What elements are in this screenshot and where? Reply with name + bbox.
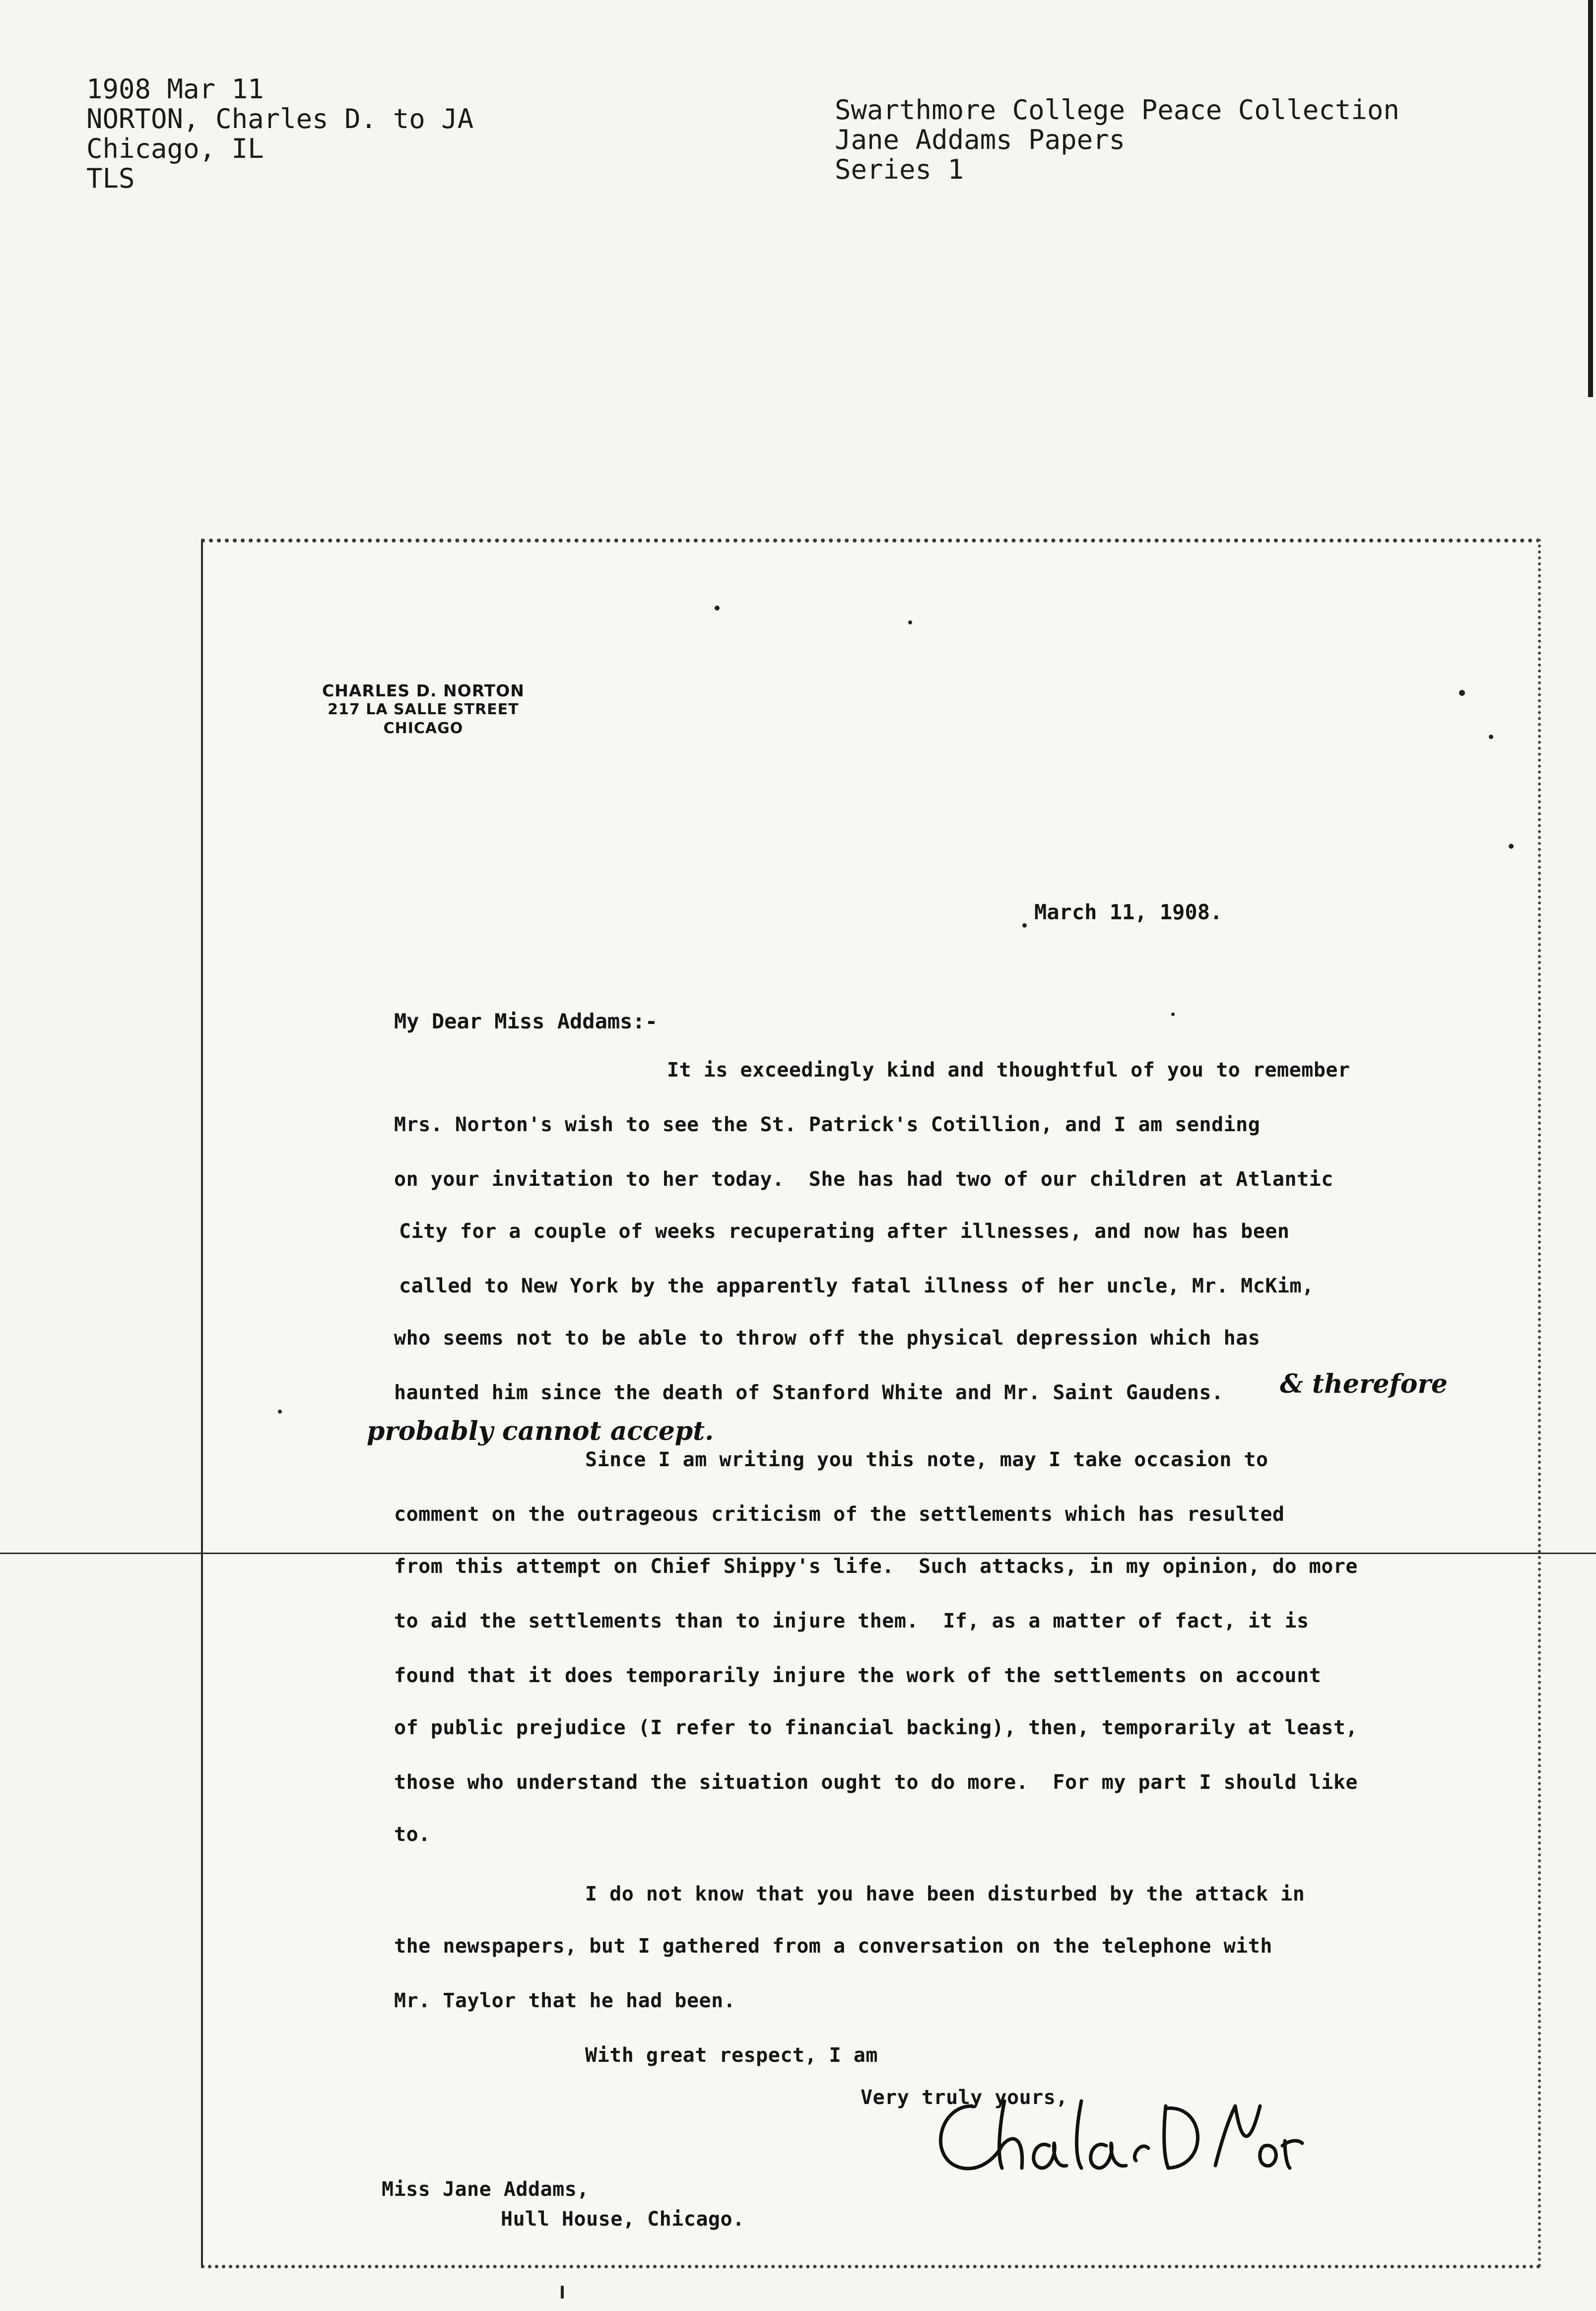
body-line: haunted him since the death of Stanford White and Mr. Saint Gaudens. — [394, 1381, 1224, 1404]
archive-date: 1908 Mar 11 — [86, 73, 264, 105]
signature — [918, 2086, 1305, 2185]
archive-papers: Jane Addams Papers — [835, 124, 1126, 155]
body-line: on your invitation to her today. She has had two of our children at Atlantic — [394, 1168, 1333, 1191]
body-line: It is exceedingly kind and thoughtful of you to remember — [667, 1059, 1350, 1082]
archive-header-left — [86, 74, 473, 194]
body-line: Mr. Taylor that he had been. — [394, 1989, 736, 2012]
fold-line — [0, 1553, 1596, 1554]
letter-date: March 11, 1908. — [1034, 900, 1223, 924]
recipient-address: Hull House, Chicago. — [501, 2208, 745, 2231]
letterhead-name: CHARLES D. NORTON — [322, 681, 525, 700]
letterhead-street: 217 LA SALLE STREET — [328, 701, 519, 718]
scan-speck — [278, 1410, 282, 1414]
body-line: With great respect, I am — [585, 2044, 878, 2067]
body-line: who seems not to be able to throw off the physical depression which has — [394, 1327, 1261, 1350]
archive-correspondents: NORTON, Charles D. to JA — [86, 103, 474, 135]
body-line: of public prejudice (I refer to financial backing), then, temporarily at least, — [394, 1716, 1358, 1739]
body-line: City for a couple of weeks recuperating after illnesses, and now has been — [399, 1220, 1290, 1243]
archive-place: Chicago, IL — [86, 133, 264, 164]
archive-collection: Swarthmore College Peace Collection — [835, 94, 1399, 126]
body-line: Mrs. Norton's wish to see the St. Patrick's Cotillion, and I am sending — [394, 1113, 1261, 1136]
archive-header-right — [835, 95, 1399, 185]
body-line: to. — [394, 1823, 431, 1846]
scan-speck — [1509, 844, 1514, 849]
recipient-name: Miss Jane Addams, — [382, 2178, 589, 2201]
archive-doc-type: TLS — [86, 163, 135, 194]
scan-speck — [1022, 923, 1027, 928]
body-line: those who understand the situation ought to do more. For my part I should like — [394, 1771, 1358, 1794]
scan-edge-mark — [1588, 0, 1593, 397]
scan-speck — [908, 620, 912, 624]
letter-sheet — [201, 539, 1541, 2268]
scan-speck — [561, 2286, 564, 2299]
scan-speck — [1459, 690, 1465, 696]
handwritten-insert-margin: probably cannot accept. — [367, 1416, 714, 1446]
closing: Very truly yours, — [861, 2086, 1068, 2109]
scan-speck — [1489, 735, 1493, 739]
salutation: My Dear Miss Addams:- — [394, 1009, 658, 1033]
letterhead-city: CHICAGO — [383, 720, 464, 737]
body-line: found that it does temporarily injure the work of the settlements on account — [394, 1664, 1322, 1687]
archive-series: Series 1 — [835, 154, 964, 185]
scan-speck — [715, 606, 720, 611]
body-line: the newspapers, but I gathered from a conversation on the telephone with — [394, 1935, 1272, 1958]
handwritten-insert-end: & therefore — [1280, 1369, 1448, 1399]
body-line: called to New York by the apparently fatal illness of her uncle, Mr. McKim, — [399, 1275, 1314, 1297]
scan-speck — [1171, 1013, 1175, 1016]
body-line: from this attempt on Chief Shippy's life. Such attacks, in my opinion, do more — [394, 1555, 1358, 1578]
body-line: to aid the settlements than to injure them. If, as a matter of fact, it is — [394, 1610, 1309, 1632]
body-line: Since I am writing you this note, may I take occasion to — [585, 1448, 1268, 1471]
body-line: I do not know that you have been disturbed by the attack in — [585, 1883, 1305, 1905]
letterhead — [322, 681, 525, 738]
body-line: comment on the outrageous criticism of the settlements which has resulted — [394, 1503, 1285, 1526]
